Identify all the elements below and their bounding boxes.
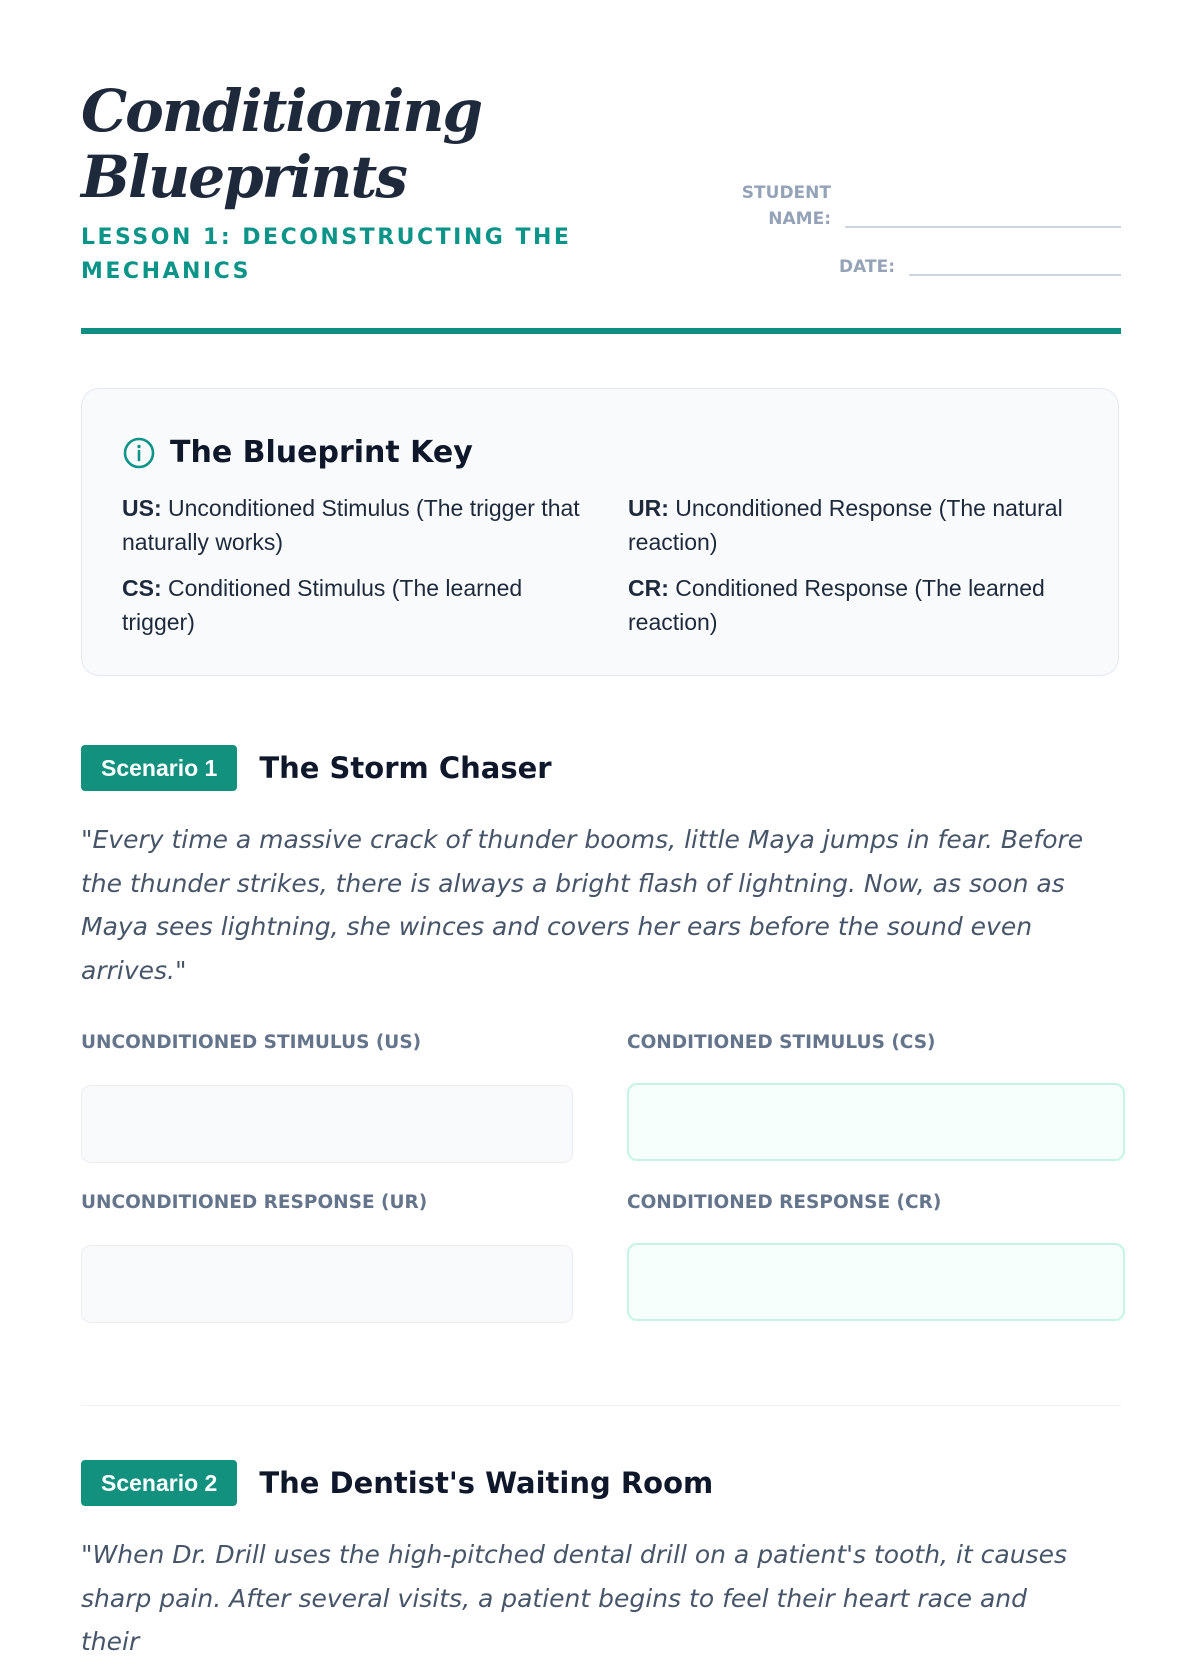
blueprint-key-box [81, 388, 1119, 676]
scenario-1-cr-input[interactable] [627, 1243, 1125, 1321]
info-icon [122, 436, 156, 470]
key-item-us: US: Unconditioned Stimulus (The trigger that naturally works) [122, 495, 580, 555]
key-item-ur: UR: Unconditioned Response (The natural reaction) [628, 495, 1063, 555]
scenario-2-header [81, 1460, 713, 1506]
blueprint-key-heading [122, 435, 473, 470]
blueprint-key-title: The Blueprint Key [170, 435, 473, 470]
scenario-1-cs-input[interactable] [627, 1083, 1125, 1161]
student-name-label: STUDENT NAME: [741, 183, 831, 229]
date-field [839, 254, 1121, 280]
student-name-field [731, 180, 1121, 232]
scenario-1-ur-input[interactable] [81, 1245, 573, 1323]
worksheet-header [81, 0, 1121, 335]
title-line-1: Conditioning [81, 77, 482, 145]
header-divider [81, 328, 1121, 334]
date-input-line[interactable] [909, 274, 1121, 276]
scenario-2-story: "When Dr. Drill uses the high-pitched dental drill on a patient's tooth, it causes sharp pain. After several visits, a patient begins to feel their heart race and their [81, 1540, 1067, 1656]
scenario-1-badge: Scenario 1 [81, 745, 237, 791]
scenario-divider [81, 1405, 1121, 1406]
scenario-1-title: The Storm Chaser [259, 751, 552, 785]
scenario-1-us-input[interactable] [81, 1085, 573, 1163]
page-title [81, 78, 601, 210]
key-item-cs: CS: Conditioned Stimulus (The learned trigger) [122, 575, 523, 635]
scenario-1-cr-label: CONDITIONED RESPONSE (CR) [627, 1192, 942, 1213]
key-item-cr: CR: Conditioned Response (The learned reaction) [628, 575, 1045, 635]
lesson-subtitle: LESSON 1: DECONSTRUCTING THE MECHANICS [81, 225, 572, 284]
scenario-1-us-label: UNCONDITIONED STIMULUS (US) [81, 1032, 422, 1053]
title-line-2: Blueprints [81, 143, 406, 211]
scenario-1-header [81, 745, 552, 791]
worksheet-page [81, 0, 1121, 1656]
scenario-2-badge: Scenario 2 [81, 1460, 237, 1506]
student-name-input-line[interactable] [845, 226, 1121, 228]
scenario-1-story: "Every time a massive crack of thunder booms, little Maya jumps in fear. Before the thunder strikes, there is always a bright flash of lightning. Now, as soon as Maya sees lightning, she winces and covers her ears before the sound even arrives." [81, 825, 1084, 985]
scenario-2-title: The Dentist's Waiting Room [259, 1466, 714, 1500]
date-label: DATE: [839, 257, 895, 277]
scenario-1-cs-label: CONDITIONED STIMULUS (CS) [627, 1032, 936, 1053]
scenario-1-ur-label: UNCONDITIONED RESPONSE (UR) [81, 1192, 428, 1213]
